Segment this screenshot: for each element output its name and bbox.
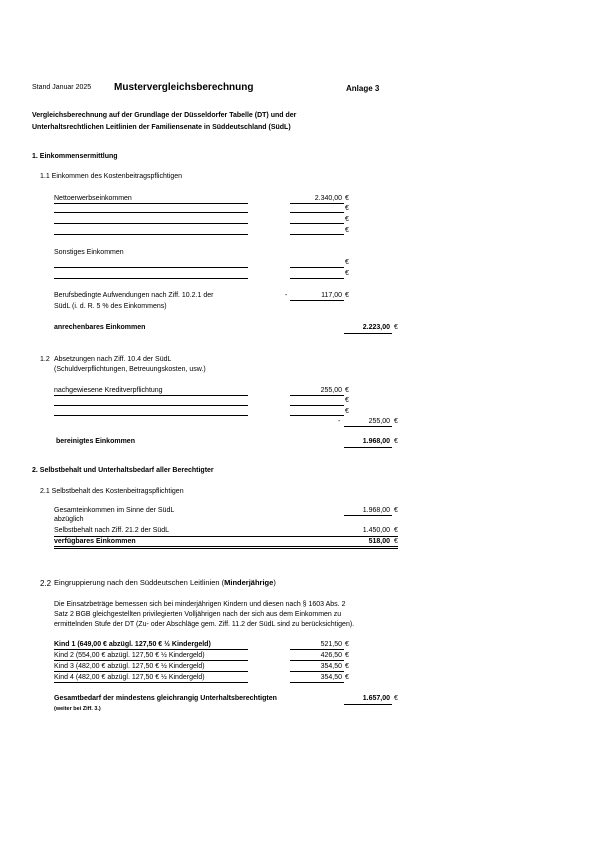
- abzueglich-label: abzüglich: [54, 516, 84, 523]
- value-line: [290, 395, 344, 396]
- kind-value: 426,50: [320, 652, 342, 659]
- verfuegbar-value: 518,00: [368, 538, 390, 545]
- intro-line-2: Unterhaltsrechtlichen Leitlinien der Familiensenate in Süddeutschland (SüdL): [32, 124, 291, 131]
- kind-row: Kind 2 (554,00 € abzügl. 127,50 € ½ Kindergeld): [54, 652, 205, 659]
- gesamtbedarf-value: 1.657,00: [362, 695, 390, 702]
- bereinigt-label: bereinigtes Einkommen: [56, 438, 135, 445]
- currency-symbol: €: [345, 674, 349, 681]
- gesamt-value: 1.968,00: [362, 507, 390, 514]
- section-2-2-title: Eingruppierung nach den Süddeutschen Leitlinien (Minderjährige): [54, 578, 276, 587]
- section-2-1-title: 2.1 Selbstbehalt des Kostenbeitragspflichtigen: [40, 488, 184, 495]
- section-1-title: 1. Einkommensermittlung: [32, 153, 118, 160]
- input-line: [54, 223, 248, 224]
- beruf-value: 117,00: [321, 292, 342, 299]
- currency-symbol: €: [394, 438, 398, 445]
- input-line: [54, 203, 248, 204]
- value-line: [290, 267, 344, 268]
- section-1-1-title: 1.1 Einkommen des Kostenbeitragspflichtigen: [40, 173, 183, 180]
- currency-symbol: €: [345, 408, 349, 415]
- selbstbehalt-value: 1.450,00: [362, 527, 390, 534]
- section-2-title: 2. Selbstbehalt und Unterhaltsbedarf aller Berechtigter: [32, 467, 214, 474]
- total-line: [344, 704, 392, 705]
- value-line: [290, 649, 344, 650]
- value-line: [290, 300, 344, 301]
- input-line: [54, 395, 248, 396]
- value-line: [290, 660, 344, 661]
- gesamtbedarf-label: Gesamtbedarf der mindestens gleichrangig Unterhaltsberechtigten: [54, 695, 277, 702]
- currency-symbol: €: [345, 205, 349, 212]
- row-line: [54, 649, 248, 650]
- paragraph-line-2: Satz 2 BGB gleichgestellten privilegierten Volljährigen nach der sich aus dem Einkommen zu: [54, 611, 342, 618]
- value-line: [290, 278, 344, 279]
- currency-symbol: €: [345, 270, 349, 277]
- currency-symbol: €: [394, 527, 398, 534]
- gesamt-label: Gesamteinkommen im Sinne der SüdL: [54, 507, 175, 514]
- value-line: [290, 223, 344, 224]
- currency-symbol: €: [345, 397, 349, 404]
- kredit-value: 255,00: [320, 387, 342, 394]
- currency-symbol: €: [394, 538, 398, 545]
- double-underline: [54, 546, 398, 549]
- total-line: [344, 333, 392, 334]
- abzug-value: 255,00: [368, 418, 390, 425]
- total-line: [344, 447, 392, 448]
- sum-line: [54, 536, 398, 537]
- anlage-label: Anlage 3: [346, 84, 380, 93]
- kind-value: 354,50: [320, 663, 342, 670]
- section-2-2-number: 2.2: [40, 579, 52, 588]
- verfuegbar-label: verfügbares Einkommen: [54, 538, 136, 545]
- kind-value: 354,50: [320, 674, 342, 681]
- input-line: [54, 234, 248, 235]
- row-line: [54, 682, 248, 683]
- intro-line-1: Vergleichsberechnung auf der Grundlage der Düsseldorfer Tabelle (DT) und der: [32, 112, 297, 119]
- kind-row: Kind 3 (482,00 € abzügl. 127,50 € ½ Kindergeld): [54, 663, 205, 670]
- row-line: [54, 660, 248, 661]
- section-1-2-title: Absetzungen nach Ziff. 10.4 der SüdL: [54, 356, 172, 363]
- input-line: [54, 405, 248, 406]
- beruf-label-2: SüdL (i. d. R. 5 % des Einkommens): [54, 303, 167, 310]
- netto-value: 2.340,00: [314, 195, 342, 202]
- minus-sign: -: [338, 418, 341, 425]
- stand-date: Stand Januar 2025: [32, 84, 92, 91]
- section-1-2-subtitle: (Schuldverpflichtungen, Betreuungskosten, usw.): [54, 366, 206, 373]
- value-line: [290, 203, 344, 204]
- paragraph-line-1: Die Einsatzbeträge bemessen sich bei minderjährigen Kindern und diesen nach § 1603 Abs. 2: [54, 601, 346, 608]
- input-line: [54, 212, 248, 213]
- currency-symbol: €: [394, 507, 398, 514]
- value-line: [290, 682, 344, 683]
- value-line: [344, 426, 392, 427]
- minus-sign: -: [285, 292, 288, 299]
- currency-symbol: €: [394, 418, 398, 425]
- kredit-label: nachgewiesene Kreditverpflichtung: [54, 387, 163, 394]
- sonstiges-label: Sonstiges Einkommen: [54, 249, 124, 256]
- currency-symbol: €: [345, 387, 349, 394]
- row-line: [54, 671, 248, 672]
- weiter-note: (weiter bei Ziff. 3.): [54, 706, 101, 712]
- page-title: Mustervergleichsberechnung: [114, 82, 254, 93]
- currency-symbol: €: [345, 663, 349, 670]
- currency-symbol: €: [345, 259, 349, 266]
- section-1-2-number: 1.2: [40, 356, 50, 363]
- value-line: [290, 671, 344, 672]
- currency-symbol: €: [345, 227, 349, 234]
- kind-row: Kind 1 (649,00 € abzügl. 127,50 € ½ Kindergeld): [54, 641, 211, 648]
- currency-symbol: €: [394, 324, 398, 331]
- input-line: [54, 278, 248, 279]
- currency-symbol: €: [345, 195, 349, 202]
- input-line: [54, 415, 248, 416]
- currency-symbol: €: [345, 652, 349, 659]
- value-line: [290, 234, 344, 235]
- value-line: [290, 405, 344, 406]
- paragraph-line-3: ermittelnden Stufe der DT (Zu- oder Abschläge gem. Ziff. 11.2 der SüdL sind zu berücksichtigen).: [54, 621, 355, 628]
- value-line: [344, 515, 392, 516]
- value-line: [290, 415, 344, 416]
- selbstbehalt-label: Selbstbehalt nach Ziff. 21.2 der SüdL: [54, 527, 170, 534]
- currency-symbol: €: [394, 695, 398, 702]
- beruf-label-1: Berufsbedingte Aufwendungen nach Ziff. 10.2.1 der: [54, 292, 214, 299]
- kind-row: Kind 4 (482,00 € abzügl. 127,50 € ½ Kindergeld): [54, 674, 205, 681]
- anrechenbar-value: 2.223,00: [362, 324, 390, 331]
- netto-label: Nettoerwerbseinkommen: [54, 195, 132, 202]
- currency-symbol: €: [345, 216, 349, 223]
- value-line: [290, 212, 344, 213]
- anrechenbar-label: anrechenbares Einkommen: [54, 324, 146, 331]
- currency-symbol: €: [345, 641, 349, 648]
- input-line: [54, 267, 248, 268]
- currency-symbol: €: [345, 292, 349, 299]
- kind-value: 521,50: [320, 641, 342, 648]
- bereinigt-value: 1.968,00: [362, 438, 390, 445]
